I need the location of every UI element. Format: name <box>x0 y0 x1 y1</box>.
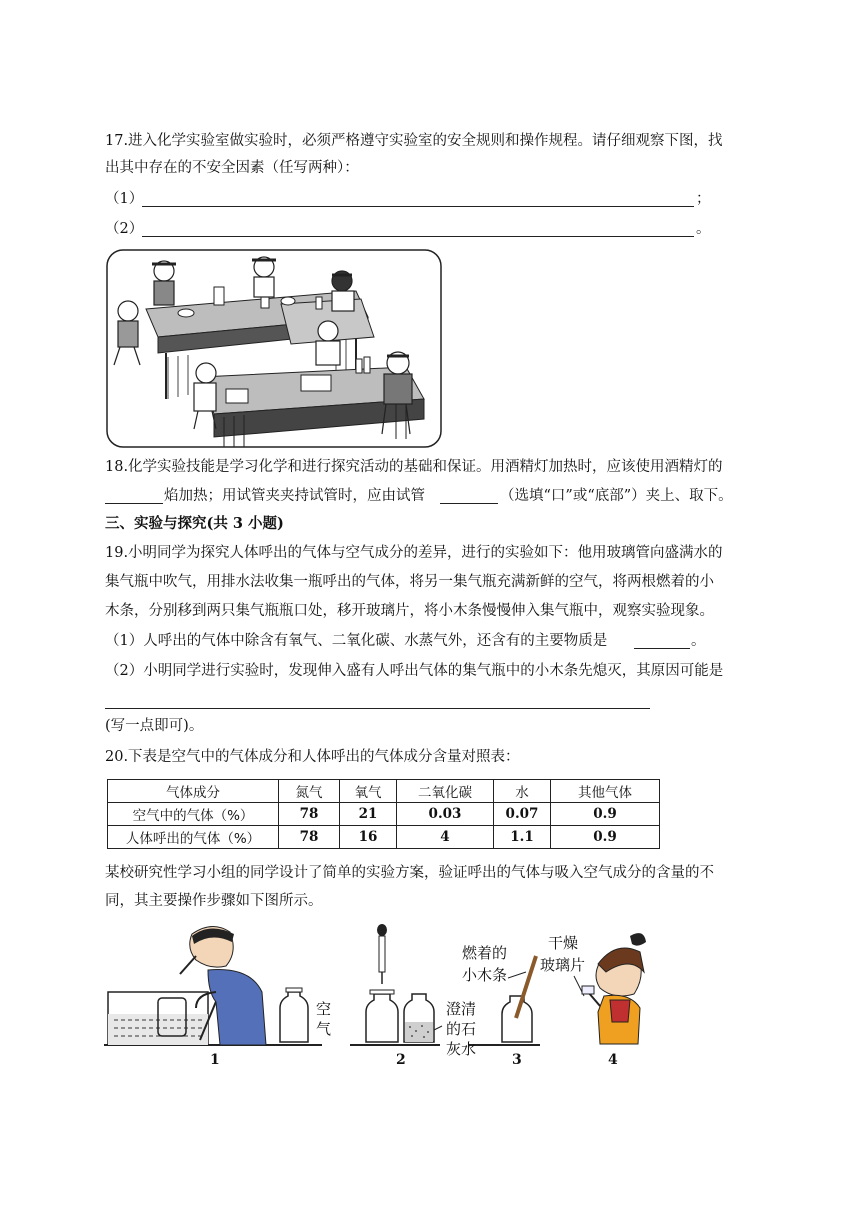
q17-item1-label: （1） <box>105 191 144 207</box>
q18-line2-end: （选填“口”或“底部”）夹上、取下。 <box>500 488 733 504</box>
lab-safety-illustration <box>106 249 442 449</box>
table-cell: 16 <box>340 826 397 849</box>
label-glass-1: 干燥 <box>548 934 579 952</box>
step-number-1: 1 <box>210 1052 220 1068</box>
gas-composition-table <box>107 779 660 849</box>
q19-sub1-end: 。 <box>691 633 706 649</box>
step4-girl <box>582 933 646 1044</box>
q17-item2-label: （2） <box>105 221 144 237</box>
step3-bottle <box>502 996 532 1042</box>
table-header-cell: 二氧化碳 <box>397 780 494 803</box>
table-row <box>108 803 660 826</box>
table-cell: 0.9 <box>551 826 660 849</box>
table-cell: 78 <box>279 826 340 849</box>
table-cell: 0.9 <box>551 803 660 826</box>
table-cell: 0.07 <box>494 803 551 826</box>
table-cell: 78 <box>279 803 340 826</box>
q18-blank-tube-position[interactable] <box>440 503 498 504</box>
label-stick-1: 燃着的 <box>462 944 508 962</box>
q19-sub2: （2）小明同学进行实验时，发现伸入盛有人呼出气体的集气瓶中的小木条先熄灭，其原因可能是 <box>105 663 724 679</box>
table-cell: 4 <box>397 826 494 849</box>
label-limewater-1: 澄清 <box>446 1000 477 1018</box>
q17-answer-blank-2[interactable] <box>142 236 694 237</box>
q19-line2: 集气瓶中吹气，用排水法收集一瓶呼出的气体，将另一集气瓶充满新鲜的空气，将两根燃着的小 <box>105 574 714 590</box>
q17-item1-end: ； <box>696 191 711 207</box>
q19-blank-1[interactable] <box>634 648 690 649</box>
step2-bottle-left <box>366 990 398 1042</box>
step1-water-trough <box>108 992 220 1045</box>
label-stick-2: 小木条 <box>462 966 508 984</box>
table-cell: 21 <box>340 803 397 826</box>
q18-line2-mid: 焰加热；用试管夹夹持试管时，应由试管 <box>164 488 425 504</box>
label-air-2: 气 <box>316 1020 332 1038</box>
q19-sub1: （1）人呼出的气体中除含有氧气、二氧化碳、水蒸气外，还含有的主要物质是 <box>105 633 608 649</box>
table-header-cell: 其他气体 <box>551 780 660 803</box>
step-number-2: 2 <box>396 1052 406 1068</box>
table-row-label: 空气中的气体（%） <box>108 803 279 826</box>
table-cell: 1.1 <box>494 826 551 849</box>
q18-blank-flame[interactable] <box>105 503 163 504</box>
q20-intro: 20.下表是空气中的气体成分和人体呼出的气体成分含量对照表： <box>105 749 520 765</box>
q17-answer-blank-1[interactable] <box>142 206 694 207</box>
label-glass-2: 玻璃片 <box>540 956 586 974</box>
table-cell: 0.03 <box>397 803 494 826</box>
q18-line1: 18.化学实验技能是学习化学和进行探究活动的基础和保证。用酒精灯加热时，应该使用酒精灯的 <box>105 459 723 475</box>
step-number-3: 3 <box>512 1052 522 1068</box>
q19-line3: 木条，分别移到两只集气瓶瓶口处，移开玻璃片，将小木条慢慢伸入集气瓶中，观察实验现象。 <box>105 603 714 619</box>
table-header-cell: 水 <box>494 780 551 803</box>
q19-sub2-note: (写一点即可)。 <box>105 718 204 734</box>
table-header-cell: 氧气 <box>340 780 397 803</box>
q20-after-line2: 同，其主要操作步骤如下图所示。 <box>105 893 323 909</box>
section-3-heading: 三、实验与探究(共 3 小题) <box>105 515 284 532</box>
label-limewater-2: 的石 <box>446 1020 477 1038</box>
q17-line2: 出其中存在的不安全因素（任写两种）： <box>105 160 359 176</box>
table-row-label: 人体呼出的气体（%） <box>108 826 279 849</box>
label-limewater-3: 灰水 <box>446 1040 477 1058</box>
step2-bottle-limewater <box>404 994 434 1042</box>
table-header-row <box>108 780 660 803</box>
q20-after-line1: 某校研究性学习小组的同学设计了简单的实验方案，验证呼出的气体与吸入空气成分的含量的不 <box>105 865 714 881</box>
label-air-1: 空 <box>316 1000 332 1018</box>
q17-line1: 17.进入化学实验室做实验时，必须严格遵守实验室的安全规则和操作规程。请仔细观察下图，找 <box>105 133 723 149</box>
q19-blank-2[interactable] <box>105 708 650 709</box>
q19-line1: 19.小明同学为探究人体呼出的气体与空气成分的差异，进行的实验如下：他用玻璃管向盛满水的 <box>105 545 723 561</box>
experiment-steps-figure <box>100 922 660 1072</box>
q17-item2-end: 。 <box>696 221 711 237</box>
step2-dropper <box>377 924 387 984</box>
table-row <box>108 826 660 849</box>
step1-bottle-air <box>280 988 308 1042</box>
step-number-4: 4 <box>608 1052 618 1068</box>
table-header-cell: 氮气 <box>279 780 340 803</box>
table-header-cell: 气体成分 <box>108 780 279 803</box>
